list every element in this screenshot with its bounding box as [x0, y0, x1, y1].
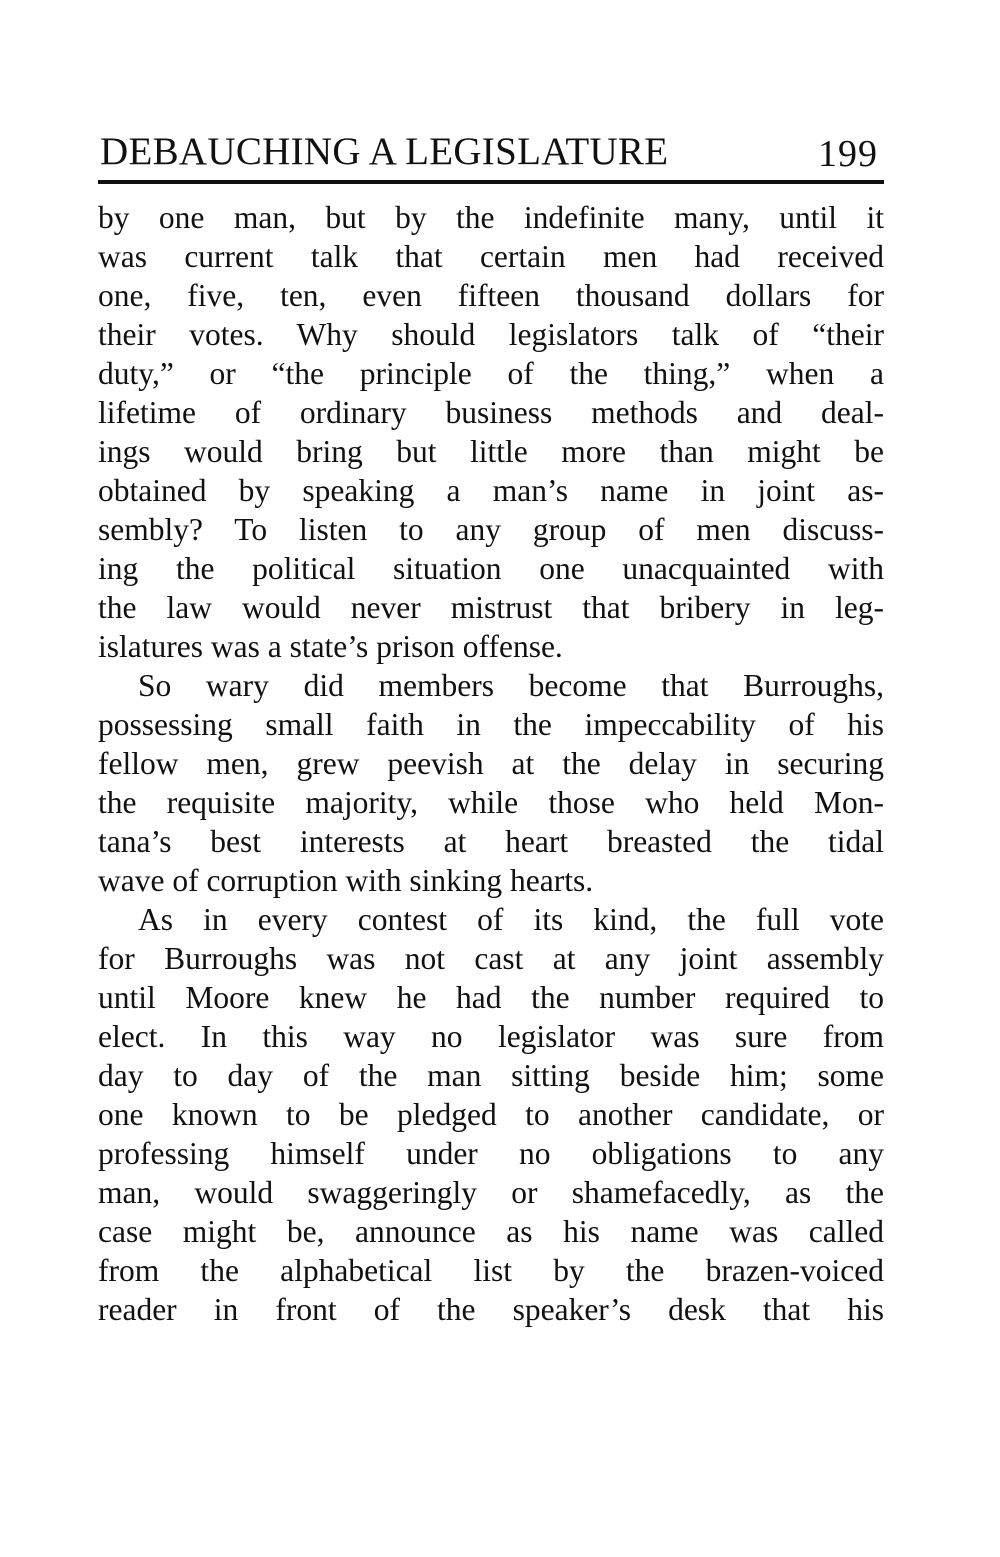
text-line: the requisite majority, while those who held Mon-	[98, 785, 884, 820]
paragraph-1	[98, 198, 884, 666]
text-line: obtained by speaking a man’s name in joint as-	[98, 473, 884, 508]
text-line: tana’s best interests at heart breasted the tidal	[98, 824, 884, 859]
text-line: by one man, but by the indefinite many, until it	[98, 200, 884, 235]
text-line: case might be, announce as his name was called	[98, 1214, 884, 1249]
body-text	[98, 198, 884, 1329]
text-line: lifetime of ordinary business methods and deal-	[98, 395, 884, 430]
text-line: ings would bring but little more than might be	[98, 434, 884, 469]
text-line: elect. In this way no legislator was sure from	[98, 1019, 884, 1054]
text-line: islatures was a state’s prison offense.	[98, 629, 563, 664]
text-line: day to day of the man sitting beside him; some	[98, 1058, 884, 1093]
text-line: reader in front of the speaker’s desk that his	[98, 1292, 884, 1327]
text-line: man, would swaggeringly or shamefacedly, as the	[98, 1175, 884, 1210]
text-line: ing the political situation one unacquainted with	[98, 551, 884, 586]
text-line: wave of corruption with sinking hearts.	[98, 863, 594, 898]
text-line: professing himself under no obligations to any	[98, 1136, 884, 1171]
paragraph-2	[98, 666, 884, 900]
text-line: for Burroughs was not cast at any joint assembly	[98, 941, 884, 976]
text-line: one, five, ten, even fifteen thousand dollars for	[98, 278, 884, 313]
text-line: was current talk that certain men had received	[98, 239, 884, 274]
running-title: DEBAUCHING A LEGISLATURE	[100, 130, 669, 173]
book-page	[98, 128, 884, 1329]
text-line: So wary did members become that Burroughs,	[138, 668, 884, 703]
text-line: their votes. Why should legislators talk of “their	[98, 317, 884, 352]
text-line: until Moore knew he had the number required to	[98, 980, 884, 1015]
page-number: 199	[818, 133, 878, 175]
text-line: duty,” or “the principle of the thing,” when a	[98, 356, 884, 391]
text-line: sembly? To listen to any group of men discuss-	[98, 512, 884, 547]
page-header	[98, 128, 884, 184]
text-line: one known to be pledged to another candidate, or	[98, 1097, 884, 1132]
text-line: As in every contest of its kind, the full vote	[138, 902, 884, 937]
text-line: possessing small faith in the impeccability of his	[98, 707, 884, 742]
paragraph-3	[98, 900, 884, 1329]
text-line: fellow men, grew peevish at the delay in securing	[98, 746, 884, 781]
text-line: the law would never mistrust that bribery in leg-	[98, 590, 884, 625]
text-line: from the alphabetical list by the brazen-voiced	[98, 1253, 884, 1288]
